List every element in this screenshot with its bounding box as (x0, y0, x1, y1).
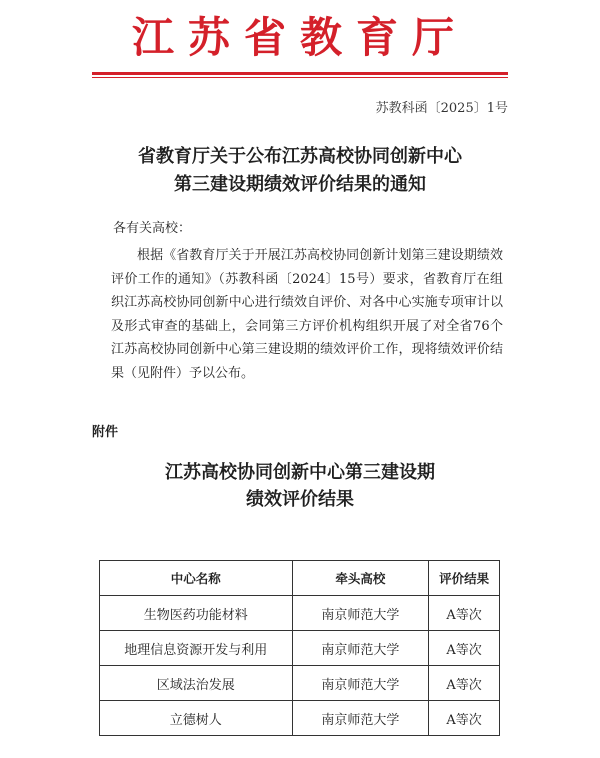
masthead-title: 江苏省教育厅 (131, 13, 468, 62)
table-row (100, 631, 500, 666)
cell-center: 区域法治发展 (100, 666, 293, 701)
table-row (100, 596, 500, 631)
cell-center: 地理信息资源开发与利用 (100, 631, 293, 666)
column-header-center: 中心名称 (100, 561, 293, 596)
document-number: 苏教科函〔2025〕1号 (375, 101, 508, 116)
notice-title-line-2: 第三建设期绩效评价结果的通知 (174, 174, 426, 195)
cell-result: A等次 (429, 666, 500, 701)
masthead-divider-thick (92, 72, 508, 75)
annex-title (0, 459, 600, 513)
table-row (100, 701, 500, 736)
notice-body: 根据《省教育厅关于开展江苏高校协同创新计划第三建设期绩效评价工作的通知》（苏教科函〔2024〕15号）要求，省教育厅在组织江苏高校协同创新中心进行绩效自评价、对各中心实施专项审计以及形式审查的基础上，会同第三方评价机构组织开展了对全省76个江苏高校协同创新中心第三建设期的绩效评价工作，现将绩效评价结果（见附件）予以公布。 (111, 248, 503, 381)
table-row (100, 666, 500, 701)
cell-university: 南京师范大学 (292, 701, 429, 736)
cell-university: 南京师范大学 (292, 596, 429, 631)
notice-title (0, 143, 600, 199)
cell-result: A等次 (429, 596, 500, 631)
notice-title-line-1: 省教育厅关于公布江苏高校协同创新中心 (138, 146, 462, 167)
cell-result: A等次 (429, 631, 500, 666)
column-header-university: 牵头高校 (292, 561, 429, 596)
cell-center: 生物医药功能材料 (100, 596, 293, 631)
cell-university: 南京师范大学 (292, 631, 429, 666)
salutation: 各有关高校： (113, 221, 192, 236)
column-header-result: 评价结果 (429, 561, 500, 596)
cell-result: A等次 (429, 701, 500, 736)
table-header-row (100, 561, 500, 596)
cell-center: 立德树人 (100, 701, 293, 736)
cell-university: 南京师范大学 (292, 666, 429, 701)
annex-title-line-2: 绩效评价结果 (246, 489, 354, 510)
annex-title-line-1: 江苏高校协同创新中心第三建设期 (165, 462, 435, 483)
results-table (99, 560, 500, 736)
annex-label: 附件 (92, 425, 119, 440)
masthead-divider-thin (92, 77, 508, 78)
